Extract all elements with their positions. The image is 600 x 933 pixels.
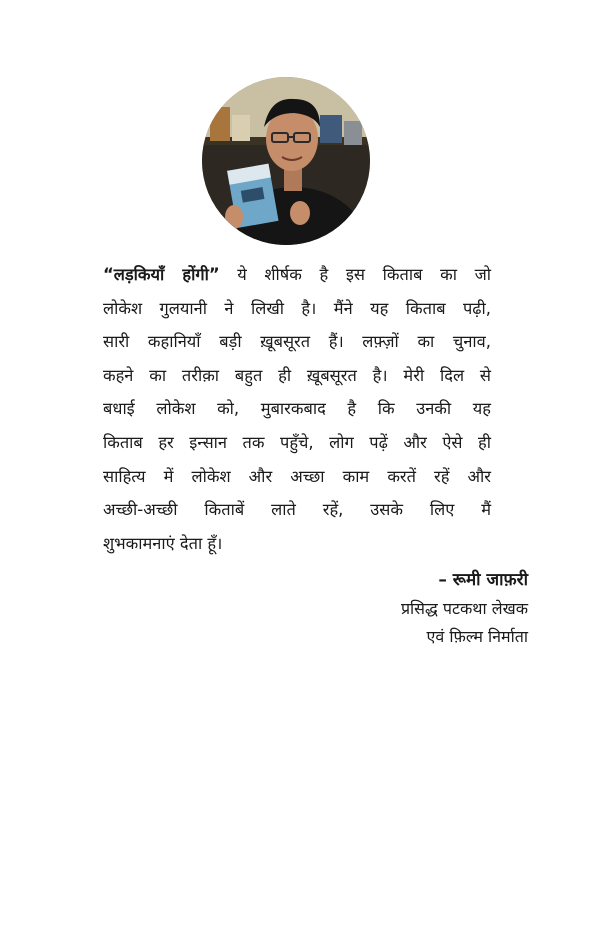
testimonial-line: “लड़कियाँ होंगी” ये शीर्षक है इस किताब का जो <box>103 265 492 284</box>
testimonial-line: अच्छी-अच्छी किताबें लाते रहें, उसके लिए मैं <box>103 500 491 520</box>
author-photo <box>202 77 370 245</box>
testimonial-line: बधाई लोकेश को, मुबारकबाद है कि उनकी यह <box>103 399 491 419</box>
author-name: – रूमी जाफ़री <box>438 570 528 590</box>
book-title: “लड़कियाँ होंगी” <box>103 265 220 284</box>
author-role: एवं फ़िल्म निर्माता <box>426 627 528 646</box>
testimonial-line: शुभकामनाएं देता हूँ। <box>103 533 223 553</box>
author-role: प्रसिद्ध पटकथा लेखक <box>400 599 528 618</box>
testimonial-line: कहने का तरीक़ा बहुत ही ख़ूबसूरत है। मेरी दिल से <box>103 365 491 385</box>
testimonial-line: साहित्य में लोकेश और अच्छा काम करतें रहें और <box>103 466 491 486</box>
testimonial-line: सारी कहानियाँ बड़ी ख़ूबसूरत हैं। लफ़्ज़ों का चुनाव, <box>103 332 491 352</box>
author-photo-illustration <box>202 77 370 245</box>
testimonial-line: किताब हर इन्सान तक पहुँचे, लोग पढ़ें और ऐसे ही <box>103 432 491 452</box>
signature-block <box>401 565 528 651</box>
testimonial-text <box>103 258 491 560</box>
testimonial-line: लोकेश गुलयानी ने लिखी है। मैंने यह किताब पढ़ी, <box>103 298 491 318</box>
